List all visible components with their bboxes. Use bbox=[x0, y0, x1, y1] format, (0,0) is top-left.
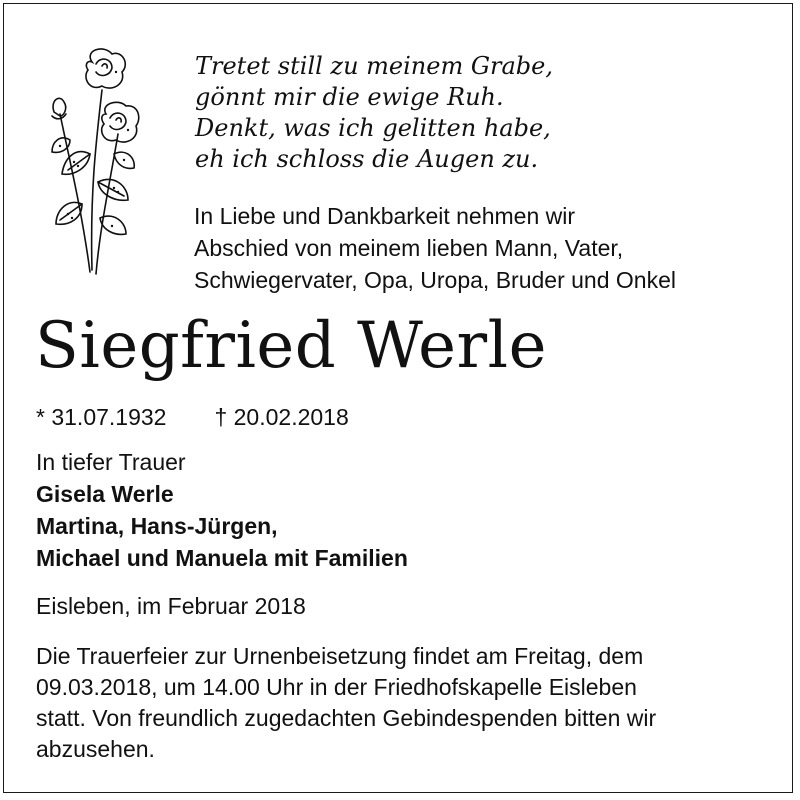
poem-line: gönnt mir die ewige Ruh. bbox=[195, 83, 504, 111]
intro-line: Abschied von meinem lieben Mann, Vater, bbox=[194, 235, 624, 261]
mourner-name: Martina, Hans-Jürgen, bbox=[36, 513, 278, 539]
funeral-line: abzusehen. bbox=[36, 736, 155, 762]
poem-line: Tretet still zu meinem Grabe, bbox=[195, 52, 553, 80]
mourner-name: Gisela Werle bbox=[36, 481, 174, 507]
mourner-name: Michael und Manuela mit Familien bbox=[36, 545, 408, 571]
poem bbox=[195, 51, 553, 175]
death-date: † 20.02.2018 bbox=[214, 404, 349, 430]
intro-line: Schwiegervater, Opa, Uropa, Bruder und Onkel bbox=[194, 267, 676, 293]
rose-icon bbox=[30, 42, 150, 282]
notice-frame bbox=[3, 3, 793, 793]
funeral-line: statt. Von freundlich zugedachten Gebindespenden bitten wir bbox=[36, 705, 657, 731]
mourners bbox=[36, 446, 408, 574]
funeral-line: 09.03.2018, um 14.00 Uhr in der Friedhofskapelle Eisleben bbox=[36, 674, 637, 700]
birth-date: * 31.07.1932 bbox=[36, 404, 167, 430]
life-dates bbox=[36, 402, 349, 432]
mourners-intro: In tiefer Trauer bbox=[36, 449, 186, 475]
funeral-notice bbox=[36, 641, 656, 765]
intro-line: In Liebe und Dankbarkeit nehmen wir bbox=[194, 203, 576, 229]
poem-line: Denkt, was ich gelitten habe, bbox=[195, 114, 551, 142]
funeral-line: Die Trauerfeier zur Urnenbeisetzung findet am Freitag, dem bbox=[36, 643, 644, 669]
deceased-name: Siegfried Werle bbox=[35, 309, 547, 383]
poem-line: eh ich schloss die Augen zu. bbox=[195, 145, 539, 173]
place-date: Eisleben, im Februar 2018 bbox=[36, 593, 306, 619]
intro-text bbox=[194, 200, 676, 296]
